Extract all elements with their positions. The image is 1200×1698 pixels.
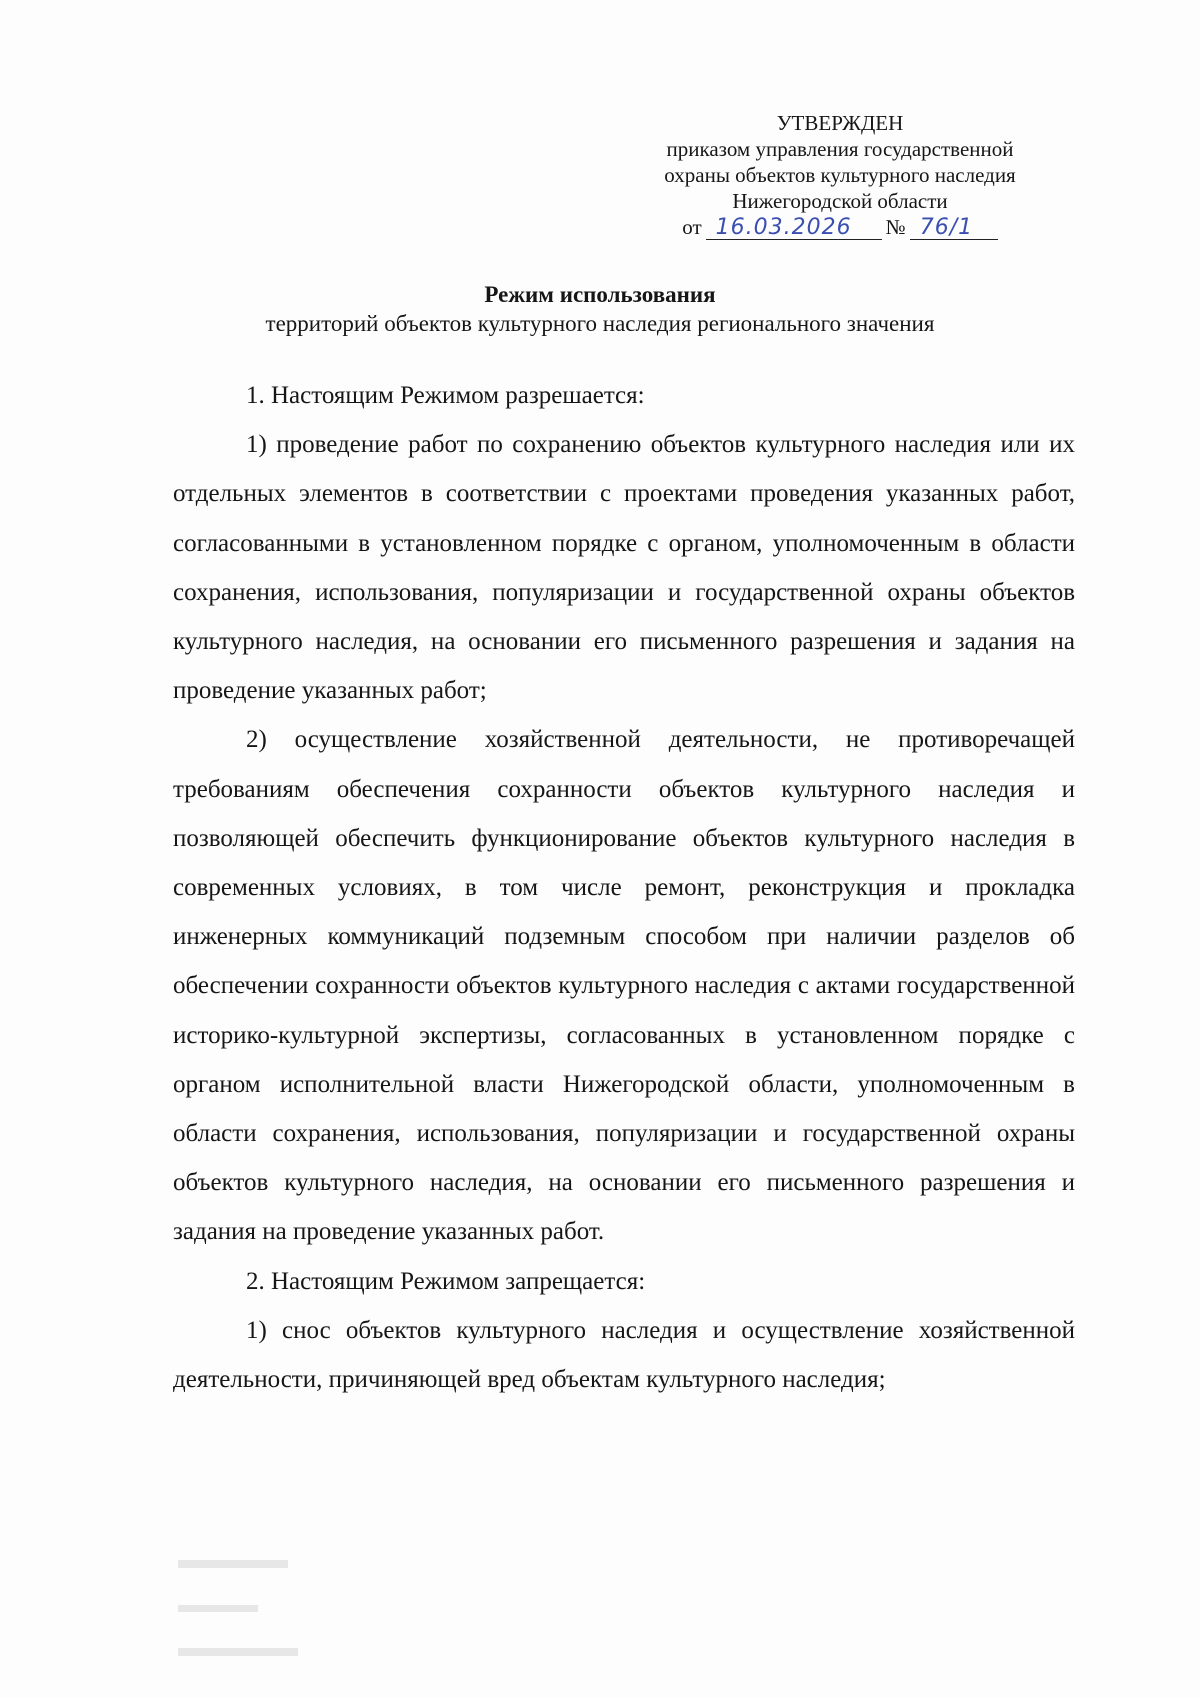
approval-line-1: приказом управления государственной — [666, 137, 1014, 161]
handwritten-date: 16.03.2026 — [706, 217, 882, 240]
title-subtitle: территорий объектов культурного наследия регионального значения — [265, 311, 935, 336]
section-1-item-2: 2) осуществление хозяйственной деятельности, не противоречащей требованиям обеспечения сохранности объектов культурного наследия и позволяющей обеспечить функционирование объектов культурного наследия в современных условиях, в том числе ремонт, реконструкция и прокладка инженерных коммуникаций подземным способом при наличии разделов об обеспечении сохранности объектов культурного наследия с актами государственной историко-культурной экспертизы, согласованных в установленном порядке с органом исполнительной власти Нижегородской области, уполномоченным в области сохранения, использования, популяризации и государственной охраны объектов культурного наследия, на основании его письменного разрешения и задания на проведение указанных работ. — [173, 726, 1075, 1246]
title-main: Режим использования — [484, 282, 716, 307]
scan-artifact — [178, 1605, 258, 1612]
approval-line-3: Нижегородской области — [732, 189, 948, 213]
section-2-item-1: 1) снос объектов культурного наследия и осуществление хозяйственной деятельности, причиняющей вред объектам культурного наследия; — [173, 1316, 1075, 1394]
document-body — [173, 371, 1075, 1404]
handwritten-number: 76/1 — [910, 217, 998, 240]
section-2-heading: 2. Настоящим Режимом запрещается: — [246, 1267, 646, 1295]
approval-block — [620, 110, 1060, 240]
section-1-item-1: 1) проведение работ по сохранению объектов культурного наследия или их отдельных элементов в соответствии с проектами проведения указанных работ, согласованными в установленном порядке с органом, уполномоченным в области сохранения, использования, популяризации и государственной охраны объектов культурного наследия, на основании его письменного разрешения и задания на проведение указанных работ; — [173, 431, 1075, 705]
approval-line-2: охраны объектов культурного наследия — [664, 163, 1016, 187]
date-prefix: от — [682, 215, 702, 239]
approval-date-row — [620, 214, 1060, 240]
section-1-heading: 1. Настоящим Режимом разрешается: — [246, 382, 645, 409]
document-title — [0, 280, 1200, 338]
approval-heading: УТВЕРЖДЕН — [776, 111, 904, 135]
scan-artifact — [178, 1560, 288, 1568]
scan-artifact — [178, 1648, 298, 1656]
number-prefix: № — [885, 215, 906, 239]
